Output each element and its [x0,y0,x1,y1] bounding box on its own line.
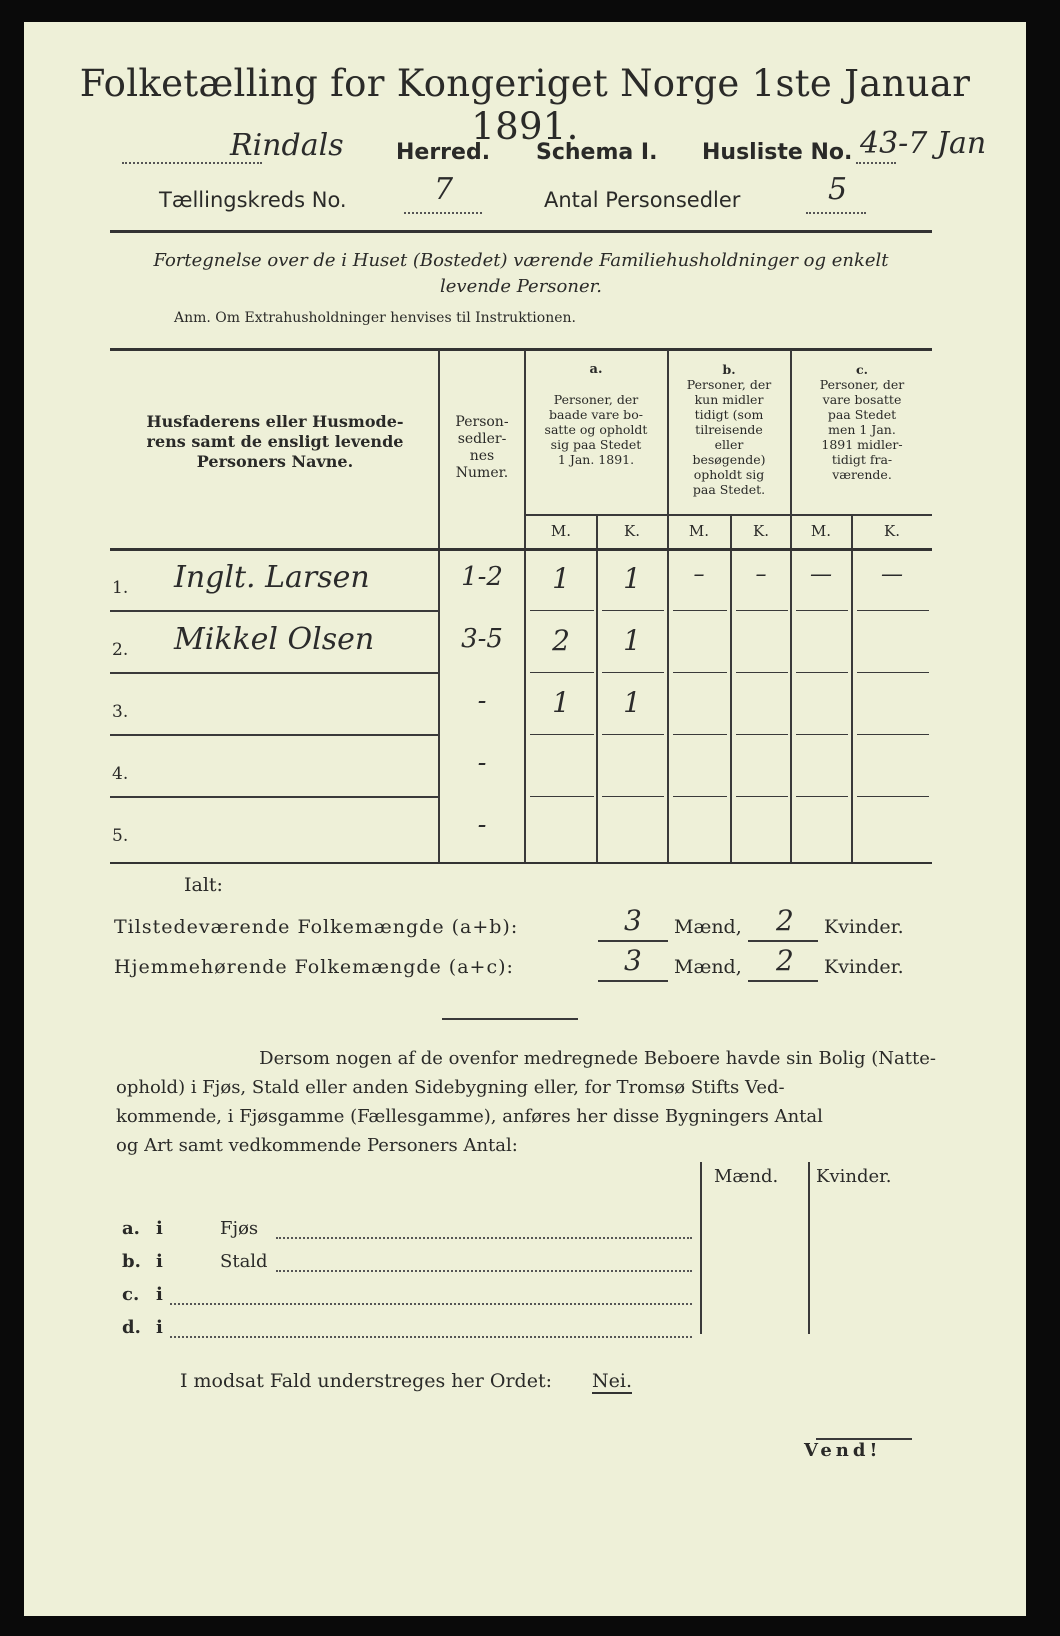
cell-rule [602,796,664,797]
col-b-k-label: K. [753,522,769,540]
row-number: 3. [112,702,129,722]
row-cell-a-k: 1 [623,624,641,657]
col-b-line: opholdt sig [693,467,765,482]
cell-rule [530,672,594,673]
col-b-line: Personer, der [686,377,772,392]
cell-rule [530,610,594,611]
personsedler-dotted-line [806,212,866,214]
cell-rule [736,796,788,797]
col-num-header [440,414,524,482]
cell-rule [673,734,727,735]
cell-rule [530,734,594,735]
header-rule [110,230,932,233]
col-a-line: Personer, der [553,392,639,407]
building-item-i: i [156,1218,163,1239]
building-item-label: Fjøs [220,1218,259,1239]
col-num-header-line: sedler- [457,431,507,447]
col-c-m-label: M. [810,522,832,540]
col-a-header [526,362,666,467]
hjemme-kvinder-line [748,980,818,982]
col-name-header-line [120,432,430,452]
tilstede-label: Tilstedeværende Folkemængde (a+b): [114,916,519,938]
row-number: 4. [112,764,129,784]
hjemme-label: Hjemmehørende Folkemængde (a+c): [114,956,514,978]
row-rule [110,672,438,674]
cell-rule [857,734,929,735]
row-rule [110,796,438,798]
col-c-line: Personer, der [819,377,905,392]
buildings-para-line: ophold) i Fjøs, Stald eller anden Sidebygning eller, for Tromsø Stifts Ved- [116,1077,785,1098]
row-cell-c-m: — [810,562,832,587]
cell-rule [857,672,929,673]
taellingskreds-dotted-line [404,212,482,214]
buildings-para-line: Dersom nogen af de ovenfor medregnede Beboere havde sin Bolig (Natte- [259,1048,936,1069]
col-a-m-label: M. [550,522,572,540]
tilstede-kvinder-value: 2 [776,904,794,937]
building-item-letter: b. [122,1251,141,1272]
col-name-header-line-text: rens samt de ensligt levende [146,432,404,451]
mk-header-rule [526,514,932,516]
row-rule [110,610,438,612]
section-divider [442,1018,578,1020]
col-a-line: sig paa Stedet [550,437,642,452]
personsedler-label: Antal Personsedler [544,188,741,212]
subtitle-line-1: Fortegnelse over de i Huset (Bostedet) værende Familiehusholdninger og enkelt [153,250,889,271]
col-a-k-label: K. [624,522,640,540]
buildings-divider-2 [808,1162,810,1334]
col-b-header [669,362,789,497]
col-a-line: baade vare bo- [549,407,643,422]
row-cell-sedler: 3-5 [461,624,503,654]
row-cell-a-m: 1 [552,562,570,595]
tilstede-kvinder-label: Kvinder. [824,916,904,938]
husliste-label: Husliste No. [702,140,853,165]
row-number: 5. [112,826,129,846]
herred-label: Herred. [396,140,491,165]
row-cell-b-m: – [693,562,705,587]
col-num-header-line: Numer. [455,465,509,481]
ialt-label: Ialt: [184,874,223,896]
col-c-line: paa Stedet [827,407,897,422]
row-cell-a-k: 1 [623,562,641,595]
tilstede-maend-value: 3 [624,904,642,937]
cell-rule [530,796,594,797]
cell-rule [736,672,788,673]
building-item-dotted-line [170,1336,692,1338]
buildings-paragraph [116,1044,936,1160]
col-b-line: kun midler [694,392,764,407]
anm-note: Anm. Om Extrahusholdninger henvises til Instruktionen. [174,310,576,326]
form-title: Folketælling for Kongeriget Norge 1ste Januar 1891. [79,62,971,148]
cell-rule [857,610,929,611]
row-number: 1. [112,578,129,598]
col-c-k-label: K. [884,522,900,540]
row-cell-sedler: - [477,810,487,840]
building-item-letter: d. [122,1317,141,1338]
modsat-text: I modsat Fald understreges her Ordet: [180,1370,552,1392]
col-a-letter: a. [589,362,603,377]
col-c-line: vare bosatte [822,392,902,407]
hjemme-kvinder-value: 2 [776,944,794,977]
col-c-line: 1891 midler- [821,437,903,452]
taellingskreds-value: 7 [434,172,454,207]
nei-word: Nei. [592,1370,632,1392]
building-item-dotted-line [276,1270,692,1272]
row-cell-c-k: — [881,562,903,587]
row-cell-b-k: – [755,562,767,587]
table-header-bottom-rule [110,548,932,551]
herred-value: Rindals [230,128,344,163]
buildings-maend-header: Mænd. [714,1166,779,1187]
cell-rule [673,672,727,673]
cell-rule [673,796,727,797]
building-item-i: i [156,1284,163,1305]
col-a-line: 1 Jan. 1891. [557,452,635,467]
building-item-i: i [156,1317,163,1338]
cell-rule [796,734,848,735]
subtitle-line-2: levende Personer. [440,276,602,297]
col-name-header-line: Husfaderens eller Husmode- [146,412,404,431]
husliste-dotted-line [856,162,896,164]
building-item-i: i [156,1251,163,1272]
census-form-sheet [24,22,1026,1616]
hjemme-maend-label: Mænd, [674,956,742,978]
row-cell-sedler: - [477,748,487,778]
row-rule [110,734,438,736]
cell-rule [602,734,664,735]
taellingskreds-label: Tællingskreds No. [159,188,347,212]
hjemme-maend-value: 3 [624,944,642,977]
schema-label: Schema I. [536,140,658,165]
col-b-line: tidigt (som [694,407,764,422]
col-c-line: men 1 Jan. [828,422,896,437]
row-name: Mikkel Olsen [174,622,375,657]
cell-rule [673,610,727,611]
col-name-header-line: Personers Navne. [196,452,354,471]
cell-rule [857,796,929,797]
buildings-kvinder-header: Kvinder. [816,1166,892,1187]
col-b-line: eller [714,437,744,452]
cell-rule [602,672,664,673]
row-cell-sedler: - [477,686,487,716]
tilstede-kvinder-line [748,940,818,942]
col-c-letter: c. [856,362,868,377]
col-c-line: tidigt fra- [831,452,893,467]
hjemme-kvinder-label: Kvinder. [824,956,904,978]
building-item-dotted-line [276,1237,692,1239]
row-cell-a-k: 1 [623,686,641,719]
col-name-header [120,412,430,472]
col-b-line: tilreisende [695,422,763,437]
building-item-letter: a. [122,1218,140,1239]
buildings-para-line: og Art samt vedkommende Personers Antal: [116,1135,518,1156]
col-b-line: paa Stedet. [692,482,766,497]
cell-rule [796,672,848,673]
cell-rule [736,610,788,611]
table-top-rule [110,348,932,351]
col-num-header-line: Person- [455,414,509,430]
cell-rule [796,610,848,611]
row-cell-sedler: 1-2 [461,562,503,592]
building-item-label: Stald [220,1251,268,1272]
cell-rule [602,610,664,611]
husliste-value: 43-7 Jan [860,126,987,161]
buildings-divider-1 [700,1162,702,1334]
building-item-dotted-line [170,1303,692,1305]
tilstede-maend-label: Mænd, [674,916,742,938]
col-c-header [792,362,932,482]
col-a-line: satte og opholdt [544,422,648,437]
buildings-para-line: kommende, i Fjøsgamme (Fællesgamme), anføres her disse Bygningers Antal [116,1106,823,1127]
col-c-line: værende. [832,467,892,482]
cell-rule [796,796,848,797]
personsedler-value: 5 [828,172,848,207]
col-b-line: besøgende) [692,452,766,467]
row-cell-a-m: 1 [552,686,570,719]
cell-rule [736,734,788,735]
vend-text: Vend! [804,1440,882,1461]
col-num-header-line: nes [469,448,495,464]
tilstede-maend-line [598,940,668,942]
col-b-m-label: M. [688,522,710,540]
row-cell-a-m: 2 [552,624,570,657]
table-bottom-rule [110,862,932,864]
hjemme-maend-line [598,980,668,982]
col-b-letter: b. [722,362,736,377]
row-name: Inglt. Larsen [174,560,370,595]
row-number: 2. [112,640,129,660]
building-item-letter: c. [122,1284,140,1305]
